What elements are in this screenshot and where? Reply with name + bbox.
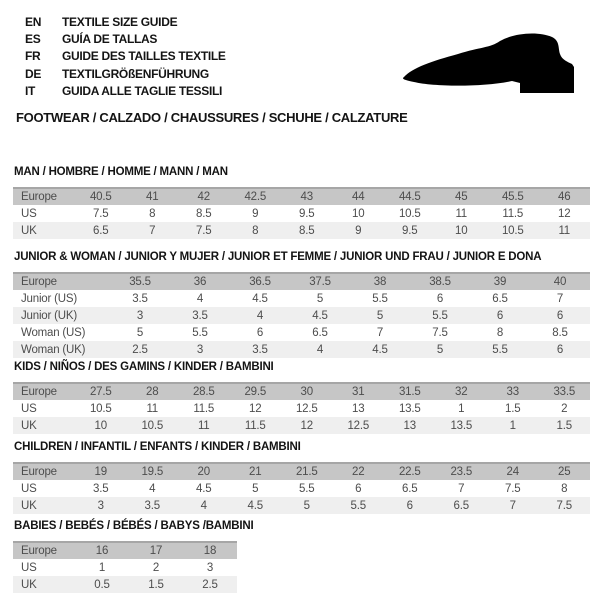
- size-cell: 19.5: [127, 463, 179, 480]
- size-cell: 5: [281, 497, 333, 514]
- size-cell: 10.5: [75, 400, 127, 417]
- size-cell: 43: [281, 188, 333, 205]
- size-cell: 7.5: [410, 324, 470, 341]
- size-cell: 2.5: [183, 576, 237, 593]
- size-cell: 7: [487, 497, 539, 514]
- size-cell: 6.5: [436, 497, 488, 514]
- row-label: Europe: [13, 273, 110, 290]
- size-cell: 4.5: [178, 480, 230, 497]
- size-row: [13, 542, 237, 559]
- size-table-babies: [13, 541, 237, 593]
- size-cell: 38: [350, 273, 410, 290]
- size-cell: 9: [333, 222, 385, 239]
- row-label: Europe: [13, 542, 75, 559]
- size-cell: 31: [333, 383, 385, 400]
- size-cell: 6: [410, 290, 470, 307]
- size-cell: 5.5: [410, 307, 470, 324]
- size-cell: 4.5: [290, 307, 350, 324]
- row-label: Europe: [13, 463, 75, 480]
- size-cell: 13: [333, 400, 385, 417]
- size-cell: 45.5: [487, 188, 539, 205]
- size-cell: 6: [470, 307, 530, 324]
- language-label: TEXTILGRÖßENFÜHRUNG: [62, 66, 209, 81]
- size-cell: 10: [436, 222, 488, 239]
- size-cell: 31.5: [384, 383, 436, 400]
- row-label: UK: [13, 222, 75, 239]
- size-cell: 12.5: [333, 417, 385, 434]
- language-label: GUÍA DE TALLAS: [62, 32, 158, 47]
- size-cell: 33: [487, 383, 539, 400]
- size-cell: 10.5: [127, 417, 179, 434]
- size-cell: 21: [230, 463, 282, 480]
- size-cell: 12: [281, 417, 333, 434]
- size-cell: 29.5: [230, 383, 282, 400]
- size-cell: 37.5: [290, 273, 350, 290]
- size-cell: 7: [350, 324, 410, 341]
- language-row: [25, 48, 226, 65]
- size-table-kids: [13, 382, 590, 434]
- size-cell: 22: [333, 463, 385, 480]
- size-cell: 3: [170, 341, 230, 358]
- size-cell: 4.5: [230, 497, 282, 514]
- size-cell: 12: [230, 400, 282, 417]
- size-cell: 1.5: [129, 576, 183, 593]
- size-row: [13, 307, 590, 324]
- size-cell: 9.5: [384, 222, 436, 239]
- size-cell: 8.5: [530, 324, 590, 341]
- section-man: [13, 166, 590, 239]
- size-row: [13, 463, 590, 480]
- size-cell: 7.5: [487, 480, 539, 497]
- size-cell: 35.5: [110, 273, 170, 290]
- size-cell: 4.5: [230, 290, 290, 307]
- size-row: [13, 497, 590, 514]
- section-kids: [13, 361, 590, 434]
- size-cell: 8: [127, 205, 179, 222]
- size-cell: 6: [230, 324, 290, 341]
- size-cell: 5.5: [350, 290, 410, 307]
- size-row: [13, 417, 590, 434]
- row-label: US: [13, 559, 75, 576]
- size-row: [13, 383, 590, 400]
- size-cell: 27.5: [75, 383, 127, 400]
- size-cell: 40.5: [75, 188, 127, 205]
- size-cell: 2: [129, 559, 183, 576]
- row-label: US: [13, 480, 75, 497]
- size-cell: 18: [183, 542, 237, 559]
- size-cell: 0.5: [75, 576, 129, 593]
- language-row: [25, 30, 226, 47]
- size-row: [13, 222, 590, 239]
- row-label: US: [13, 400, 75, 417]
- language-code: EN: [25, 14, 42, 29]
- size-cell: 5.5: [470, 341, 530, 358]
- size-cell: 44.5: [384, 188, 436, 205]
- size-row: [13, 400, 590, 417]
- size-cell: 11: [178, 417, 230, 434]
- size-cell: 23.5: [436, 463, 488, 480]
- size-cell: 5.5: [170, 324, 230, 341]
- section-title: CHILDREN / INFANTIL / ENFANTS / KINDER / BAMBINI: [14, 441, 301, 453]
- size-cell: 1.5: [539, 417, 591, 434]
- size-cell: 6: [530, 307, 590, 324]
- size-cell: 6: [530, 341, 590, 358]
- language-label: GUIDA ALLE TAGLIE TESSILI: [62, 84, 223, 99]
- size-cell: 3.5: [230, 341, 290, 358]
- size-cell: 36.5: [230, 273, 290, 290]
- size-cell: 2.5: [110, 341, 170, 358]
- size-cell: 7: [127, 222, 179, 239]
- row-label: Woman (US): [13, 324, 110, 341]
- row-label: Europe: [13, 383, 75, 400]
- size-cell: 28.5: [178, 383, 230, 400]
- language-row: [25, 83, 226, 100]
- size-cell: 11: [127, 400, 179, 417]
- language-row: [25, 65, 226, 82]
- size-cell: 10: [333, 205, 385, 222]
- row-label: Europe: [13, 188, 75, 205]
- shoe-silhouette: [403, 34, 574, 93]
- size-cell: 8: [539, 480, 591, 497]
- row-label: Junior (UK): [13, 307, 110, 324]
- size-cell: 4: [127, 480, 179, 497]
- size-cell: 8.5: [281, 222, 333, 239]
- size-cell: 11.5: [178, 400, 230, 417]
- section-children: [13, 441, 590, 514]
- section-title: KIDS / NIÑOS / DES GAMINS / KINDER / BAMBINI: [14, 361, 274, 373]
- size-cell: 4: [178, 497, 230, 514]
- size-cell: 30: [281, 383, 333, 400]
- size-cell: 16: [75, 542, 129, 559]
- size-row: [13, 324, 590, 341]
- size-cell: 10.5: [487, 222, 539, 239]
- size-cell: 11: [539, 222, 591, 239]
- size-cell: 8.5: [178, 205, 230, 222]
- section-title: JUNIOR & WOMAN / JUNIOR Y MUJER / JUNIOR ET FEMME / JUNIOR UND FRAU / JUNIOR E DONA: [14, 251, 542, 263]
- size-row: [13, 341, 590, 358]
- size-cell: 1: [75, 559, 129, 576]
- size-row: [13, 188, 590, 205]
- row-label: UK: [13, 576, 75, 593]
- size-cell: 11.5: [230, 417, 282, 434]
- size-cell: 5: [290, 290, 350, 307]
- size-cell: 9.5: [281, 205, 333, 222]
- language-code: DE: [25, 66, 42, 81]
- size-cell: 44: [333, 188, 385, 205]
- size-cell: 39: [470, 273, 530, 290]
- size-cell: 13.5: [436, 417, 488, 434]
- size-row: [13, 559, 237, 576]
- size-row: [13, 205, 590, 222]
- size-cell: 5: [110, 324, 170, 341]
- category-heading: FOOTWEAR / CALZADO / CHAUSSURES / SCHUHE / CALZATURE: [16, 110, 408, 125]
- size-cell: 24: [487, 463, 539, 480]
- size-cell: 3: [110, 307, 170, 324]
- size-cell: 7: [436, 480, 488, 497]
- size-cell: 5: [350, 307, 410, 324]
- size-row: [13, 576, 237, 593]
- size-row: [13, 480, 590, 497]
- size-cell: 42: [178, 188, 230, 205]
- size-cell: 38.5: [410, 273, 470, 290]
- row-label: Woman (UK): [13, 341, 110, 358]
- shoe-icon: [400, 30, 583, 97]
- size-row: [13, 290, 590, 307]
- section-title: MAN / HOMBRE / HOMME / MANN / MAN: [14, 166, 228, 178]
- size-cell: 1: [436, 400, 488, 417]
- size-cell: 12.5: [281, 400, 333, 417]
- size-cell: 4: [170, 290, 230, 307]
- size-cell: 33.5: [539, 383, 591, 400]
- language-label: TEXTILE SIZE GUIDE: [62, 14, 178, 29]
- size-cell: 6: [384, 497, 436, 514]
- size-cell: 46: [539, 188, 591, 205]
- size-cell: 13: [384, 417, 436, 434]
- size-cell: 7.5: [539, 497, 591, 514]
- size-cell: 3: [75, 497, 127, 514]
- size-cell: 42.5: [230, 188, 282, 205]
- size-cell: 7.5: [75, 205, 127, 222]
- size-table-man: [13, 187, 590, 239]
- size-cell: 25: [539, 463, 591, 480]
- size-row: [13, 273, 590, 290]
- size-cell: 3.5: [127, 497, 179, 514]
- size-cell: 1: [487, 417, 539, 434]
- size-cell: 9: [230, 205, 282, 222]
- size-cell: 6.5: [75, 222, 127, 239]
- size-cell: 4: [290, 341, 350, 358]
- size-cell: 10.5: [384, 205, 436, 222]
- size-cell: 5: [410, 341, 470, 358]
- size-cell: 7.5: [178, 222, 230, 239]
- size-cell: 8: [470, 324, 530, 341]
- size-cell: 3: [183, 559, 237, 576]
- language-row: [25, 13, 226, 30]
- row-label: Junior (US): [13, 290, 110, 307]
- size-cell: 19: [75, 463, 127, 480]
- row-label: US: [13, 205, 75, 222]
- size-cell: 28: [127, 383, 179, 400]
- size-cell: 6.5: [384, 480, 436, 497]
- size-cell: 5.5: [333, 497, 385, 514]
- size-cell: 7: [530, 290, 590, 307]
- size-cell: 5.5: [281, 480, 333, 497]
- size-cell: 5: [230, 480, 282, 497]
- language-label: GUIDE DES TAILLES TEXTILE: [62, 49, 226, 64]
- section-babies: [13, 520, 253, 593]
- size-cell: 3.5: [170, 307, 230, 324]
- size-cell: 17: [129, 542, 183, 559]
- size-cell: 6.5: [470, 290, 530, 307]
- size-cell: 21.5: [281, 463, 333, 480]
- row-label: UK: [13, 417, 75, 434]
- language-code: ES: [25, 32, 41, 47]
- size-cell: 41: [127, 188, 179, 205]
- size-cell: 2: [539, 400, 591, 417]
- size-cell: 45: [436, 188, 488, 205]
- size-cell: 6.5: [290, 324, 350, 341]
- language-list: [25, 13, 226, 100]
- size-cell: 11: [436, 205, 488, 222]
- language-code: IT: [25, 84, 36, 99]
- size-cell: 10: [75, 417, 127, 434]
- section-title: BABIES / BEBÉS / BÉBÉS / BABYS /BAMBINI: [14, 520, 254, 532]
- size-cell: 8: [230, 222, 282, 239]
- size-cell: 1.5: [487, 400, 539, 417]
- row-label: UK: [13, 497, 75, 514]
- size-cell: 13.5: [384, 400, 436, 417]
- section-junior-woman: [13, 251, 590, 358]
- size-cell: 3.5: [75, 480, 127, 497]
- size-cell: 12: [539, 205, 591, 222]
- size-cell: 40: [530, 273, 590, 290]
- size-table-junior-woman: [13, 272, 590, 358]
- size-cell: 4.5: [350, 341, 410, 358]
- size-cell: 4: [230, 307, 290, 324]
- size-cell: 22.5: [384, 463, 436, 480]
- language-code: FR: [25, 49, 41, 64]
- size-cell: 20: [178, 463, 230, 480]
- size-cell: 3.5: [110, 290, 170, 307]
- size-cell: 36: [170, 273, 230, 290]
- size-cell: 32: [436, 383, 488, 400]
- size-cell: 11.5: [487, 205, 539, 222]
- size-table-children: [13, 462, 590, 514]
- size-cell: 6: [333, 480, 385, 497]
